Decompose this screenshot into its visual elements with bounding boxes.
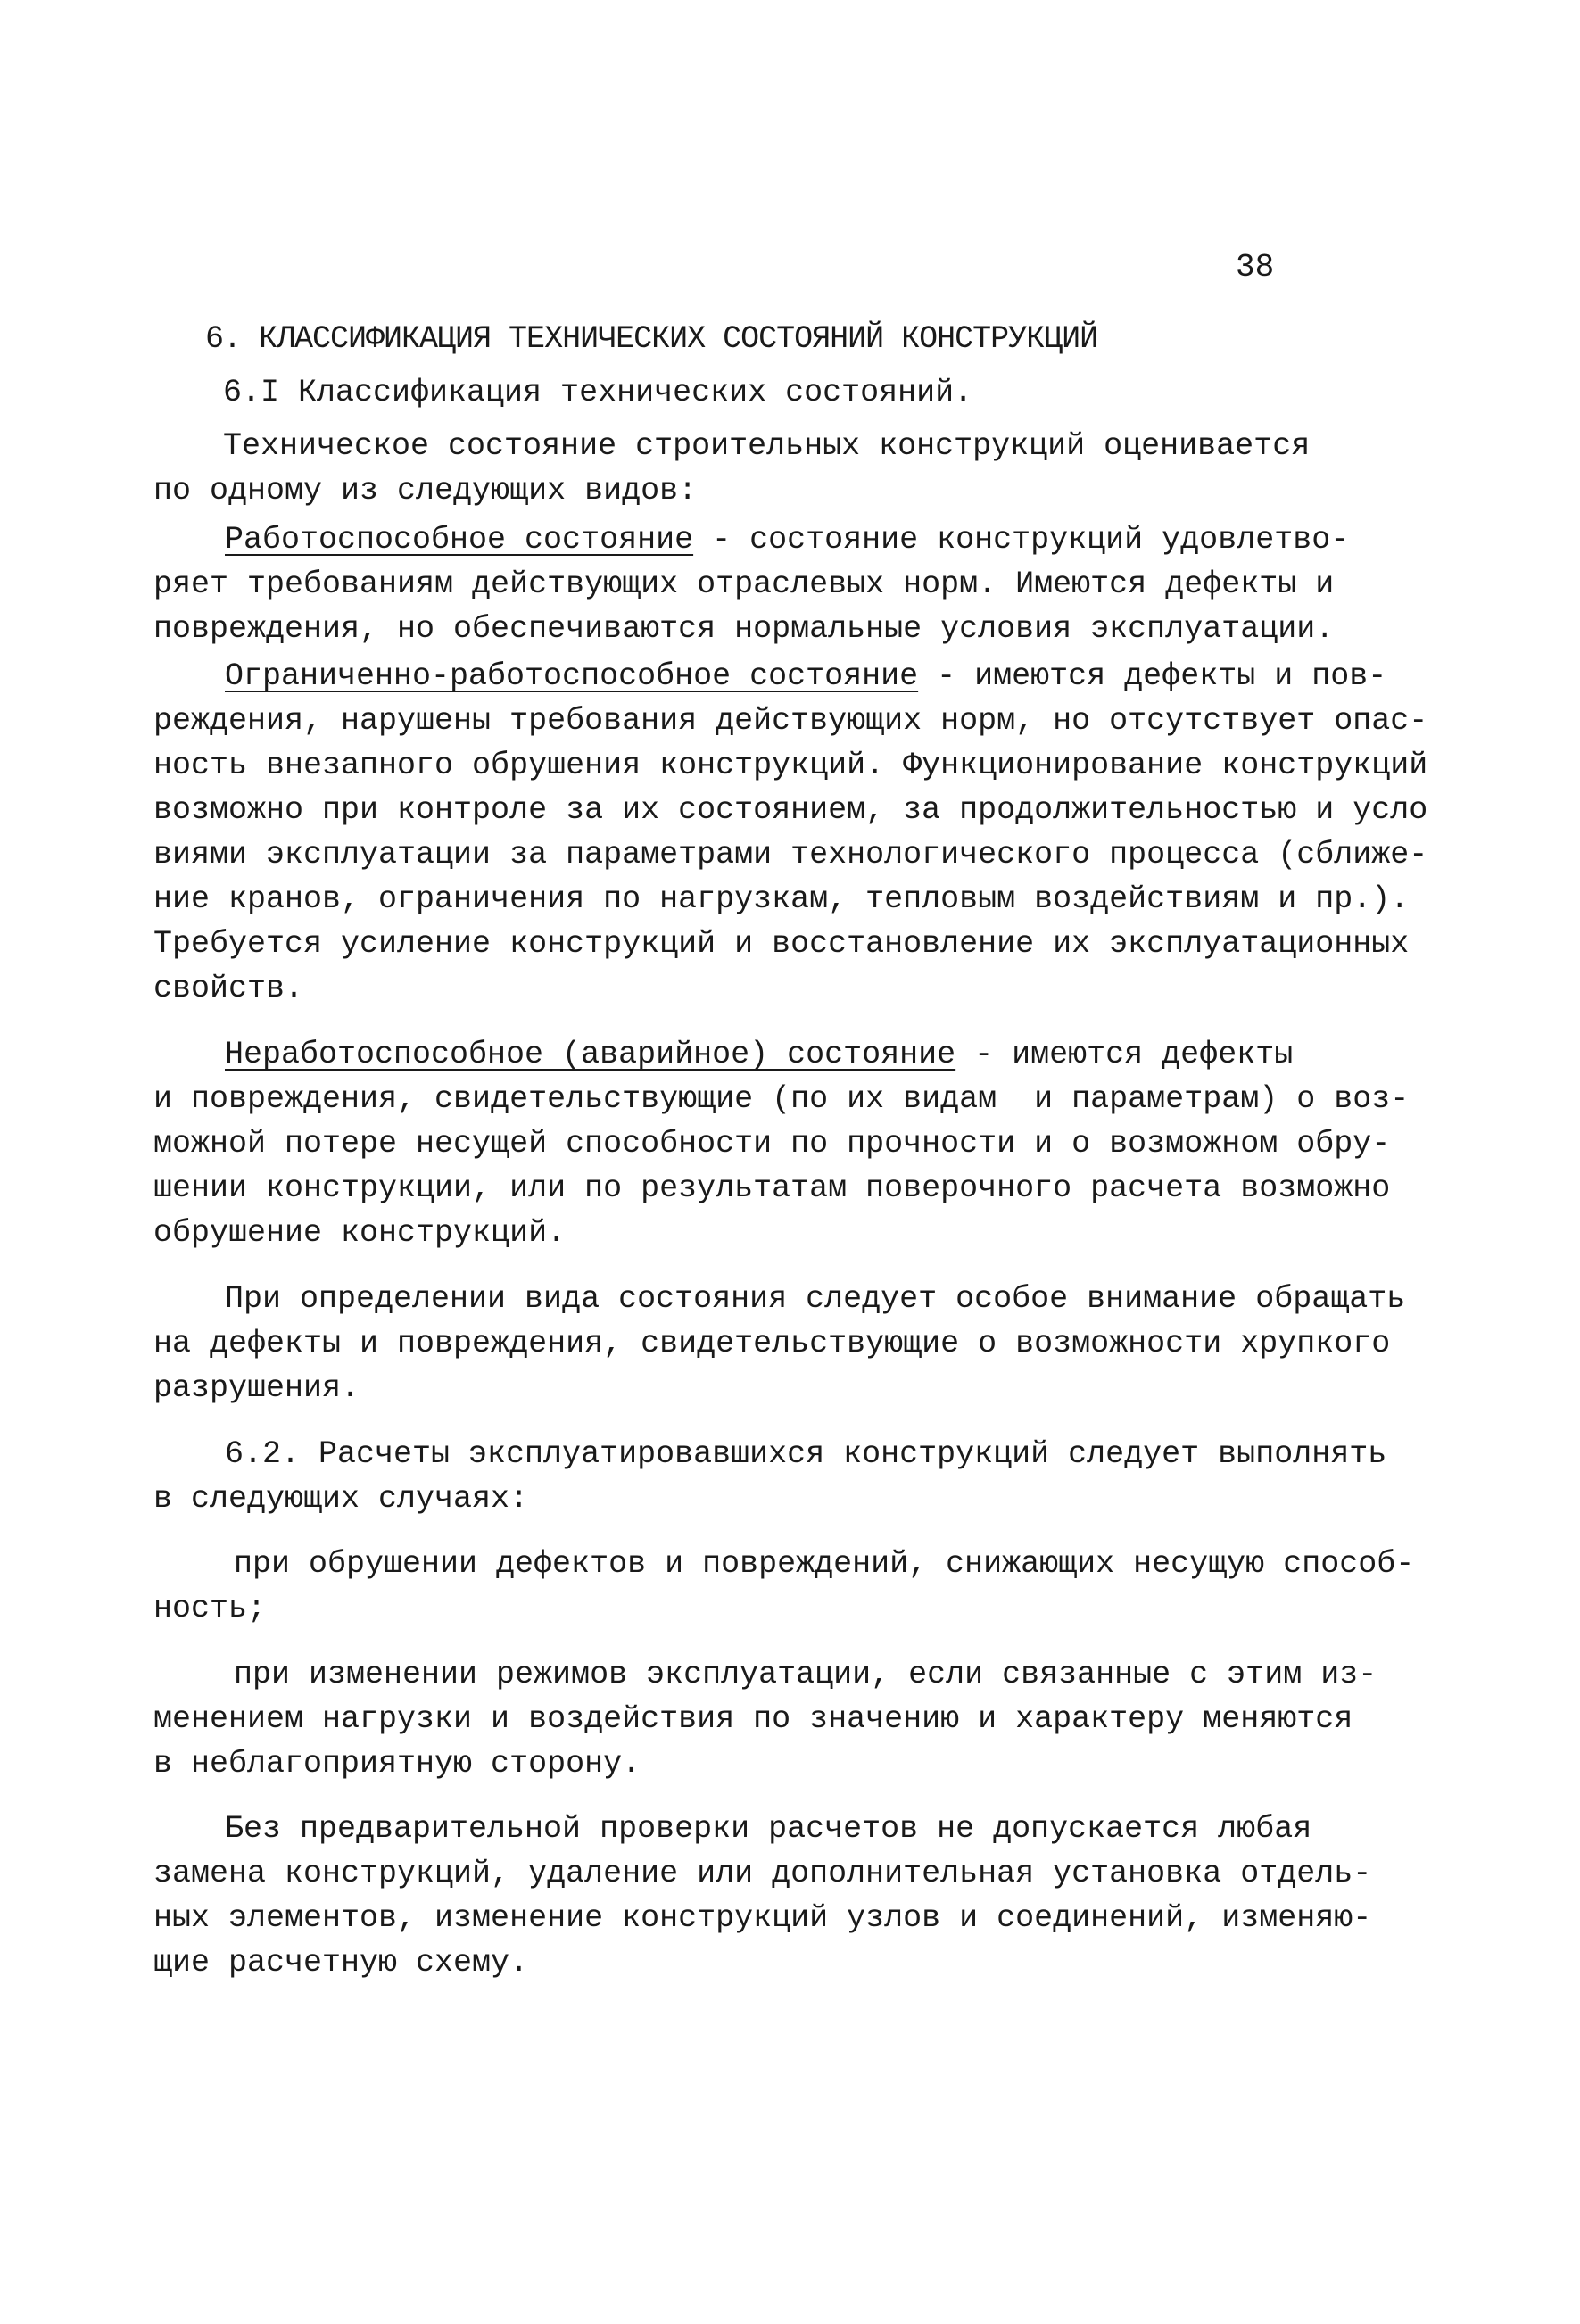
intro-line: по одному из следующих видов: [153,473,698,509]
subsection-6-2-line: в следующих случаях: [153,1481,529,1517]
final-paragraph-line: щие расчетную схему. [153,1945,529,1981]
emergency-state-line: и повреждения, свидетельствующие (по их видам и параметрам) о воз- [153,1081,1410,1117]
case-2-line: менением нагрузки и воздействия по значению и характеру меняются [153,1701,1353,1737]
limited-state-line: возможно при контроле за их состоянием, за продолжительностью и усло [153,792,1428,828]
note-line: на дефекты и повреждения, свидетельствующие о возможности хрупкого [153,1326,1391,1361]
final-paragraph-line: замена конструкций, удаление или дополнительная установка отдель- [153,1856,1372,1891]
subsection-6-1-heading: 6.I Классификация технических состояний. [223,375,973,410]
case-2-line: при изменении режимов эксплуатации, если связанные с этим из- [234,1657,1377,1692]
limited-state-line: виями эксплуатации за параметрами технологического процесса (сближе- [153,837,1428,873]
emergency-state-line: шении конструкции, или по результатам поверочного расчета возможно [153,1170,1391,1206]
limited-state-line: Требуется усиление конструкций и восстановление их эксплуатационных [153,926,1410,962]
limited-state-line: свойств. [153,971,304,1006]
limited-state-line: ность внезапного обрушения конструкций. Функционирование конструкций [153,748,1428,783]
section-title: 6. КЛАССИФИКАЦИЯ ТЕХНИЧЕСКИХ СОСТОЯНИЙ КОНСТРУКЦИЙ [205,321,1098,357]
emergency-state-line: обрушение конструкций. [153,1215,567,1251]
working-state-line: Работоспособное состояние - состояние конструкций удовлетво- [225,522,1350,558]
limited-state-line: реждения, нарушены требования действующих норм, но отсутствует опас- [153,703,1428,739]
limited-state-term: Ограниченно-работоспособное состояние [225,658,919,694]
limited-state-line: Ограниченно-работоспособное состояние - имеются дефекты и пов- [225,658,1387,694]
intro-line: Техническое состояние строительных конструкций оценивается [223,428,1311,464]
emergency-state-term: Неработоспособное (аварийное) состояние [225,1037,956,1072]
page-number: 38 [1236,249,1275,285]
final-paragraph-line: ных элементов, изменение конструкций узлов и соединений, изменяю- [153,1900,1372,1936]
emergency-state-line: можной потере несущей способности по прочности и о возможном обру- [153,1126,1391,1162]
working-state-line: ряет требованиям действующих отраслевых норм. Имеются дефекты и [153,567,1335,602]
case-1-line: ность; [153,1591,267,1626]
note-line: При определении вида состояния следует особое внимание обращать [225,1281,1406,1317]
emergency-state-line: Неработоспособное (аварийное) состояние - имеются дефекты [225,1037,1294,1072]
case-1-line: при обрушении дефектов и повреждений, снижающих несущую способ- [234,1546,1415,1582]
subsection-6-2-line: 6.2. Расчеты эксплуатировавшихся конструкций следует выполнять [225,1436,1387,1472]
working-state-line: повреждения, но обеспечиваются нормальные условия эксплуатации. [153,611,1335,647]
working-state-term: Работоспособное состояние [225,522,694,558]
final-paragraph-line: Без предварительной проверки расчетов не допускается любая [225,1811,1312,1847]
case-2-line: в неблагоприятную сторону. [153,1746,641,1782]
note-line: разрушения. [153,1370,360,1406]
limited-state-line: ние кранов, ограничения по нагрузкам, тепловым воздействиям и пр.). [153,881,1410,917]
